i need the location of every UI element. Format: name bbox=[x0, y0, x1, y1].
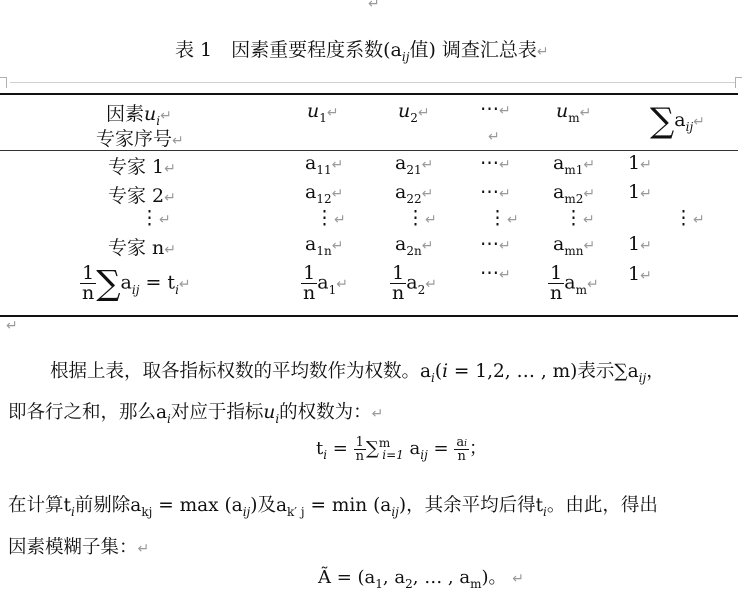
row-cell-col2: $a_{21}↵$ bbox=[395, 152, 434, 177]
row-label: 专家 n↵ bbox=[108, 237, 177, 259]
vdots-colm: ⋮↵ bbox=[564, 207, 595, 229]
col-symbol: u bbox=[307, 100, 320, 122]
vdots-col1: ⋮↵ bbox=[315, 207, 346, 229]
col-symbol: u bbox=[398, 100, 411, 122]
header-col-dots-mark bbox=[488, 124, 500, 146]
row-cell-dots: ⋯↵ bbox=[480, 181, 511, 203]
col-symbol: u bbox=[556, 100, 569, 122]
header-factor-label bbox=[106, 99, 172, 126]
factor-subscript: i bbox=[156, 114, 161, 128]
row-cell-col2: $a_{22}↵$ bbox=[395, 181, 434, 206]
avg-col1: $\frac{1}{n}$ $a_1↵$ bbox=[303, 262, 348, 304]
margin-guide bbox=[10, 82, 735, 83]
paragraph-mark: ↵ bbox=[417, 105, 430, 121]
paragraph-2-line-2: 因素模糊子集：↵ bbox=[8, 537, 150, 558]
caption-subscript: ij bbox=[401, 50, 410, 64]
row-cell-dots: ⋯↵ bbox=[480, 233, 511, 255]
row-label: 专家 1↵ bbox=[108, 156, 176, 178]
vdots-label: ⋮↵ bbox=[140, 207, 171, 229]
row-cell-colm: $a_{mn}↵$ bbox=[553, 233, 596, 258]
header-col-um bbox=[556, 100, 592, 125]
col-subscript: 1 bbox=[319, 111, 327, 125]
vdots-col2: ⋮↵ bbox=[406, 207, 437, 229]
paragraph-mark: ↵ bbox=[536, 44, 549, 60]
header-col-sum bbox=[650, 101, 705, 141]
paragraph-mark: ↵ bbox=[488, 129, 500, 145]
row-cell-col1: $a_{1n}↵$ bbox=[305, 233, 344, 258]
factor-symbol: u bbox=[144, 103, 157, 125]
row-label: 专家 2↵ bbox=[108, 185, 176, 207]
table-caption bbox=[175, 35, 549, 62]
row-cell-sum: 1↵ bbox=[628, 233, 652, 255]
header-expert-text: 专家序号 bbox=[96, 128, 173, 150]
ellipsis: ⋯ bbox=[480, 98, 499, 120]
margin-marker bbox=[0, 77, 7, 88]
row-cell-col1: $a_{11}↵$ bbox=[305, 152, 344, 177]
sum-subscript: ij bbox=[685, 120, 694, 134]
table-bottom-rule bbox=[0, 315, 738, 317]
avg-sum: 1↵ bbox=[628, 263, 652, 285]
paragraph-mark: ↵ bbox=[579, 105, 592, 121]
sum-symbol: ∑ bbox=[96, 263, 121, 304]
paragraph-mark: ↵ bbox=[326, 105, 339, 121]
sum-a: a bbox=[674, 109, 686, 131]
paragraph-mark: ↵ bbox=[693, 114, 705, 130]
paragraph-mark: ↵ bbox=[160, 108, 172, 124]
avg-col-dots: ⋯↵ bbox=[480, 262, 511, 284]
row-cell-colm: $a_{m1}↵$ bbox=[553, 152, 596, 177]
row-cell-dots: ⋯↵ bbox=[480, 152, 511, 174]
header-factor-text: 因素 bbox=[106, 103, 145, 125]
fuzzy-subset-formula: Ã = ($a_1$, $a_2$, … , $a_m$)。 ↵ bbox=[318, 567, 524, 591]
row-cell-col2: $a_{2n}↵$ bbox=[395, 233, 434, 258]
row-cell-colm: $a_{m2}↵$ bbox=[553, 181, 596, 206]
paragraph-mark: ↵ bbox=[172, 133, 184, 149]
caption-text: 表 1 因素重要程度系数(a bbox=[175, 39, 402, 61]
paragraph-1-line-2: 即各行之和，那么$a_i$对应于指标$u_i$的权数为：↵ bbox=[8, 402, 384, 426]
col-subscript: 2 bbox=[410, 111, 418, 125]
paragraph-mark: ↵ bbox=[368, 0, 380, 12]
weight-formula: $t_i$ = $\frac{1}{n}$ ∑$^m_{i=1}$ $a_{ij}$ = $\frac{ai}{n}$ ； bbox=[316, 434, 487, 464]
avg-col2: $\frac{1}{n}$ $a_2↵$ bbox=[392, 262, 437, 304]
paragraph-1-line-1: 根据上表，取各指标权数的平均数作为权数。$a_i(i = 1,2$, … , m)表示$\sum a_{ij}$， bbox=[50, 361, 665, 385]
vdots-col-dots: ⋮↵ bbox=[488, 207, 519, 229]
row-cell-sum: 1↵ bbox=[628, 152, 652, 174]
margin-marker bbox=[735, 77, 742, 88]
header-col-u2 bbox=[398, 100, 430, 125]
row-cell-sum: 1↵ bbox=[628, 181, 652, 203]
table-top-rule bbox=[0, 93, 738, 95]
vdots-sum: ⋮↵ bbox=[674, 207, 705, 229]
avg-row-label: $\frac{1}{n}$ $\sum a_{ij}$ = $t_i↵$ bbox=[82, 262, 191, 304]
col-subscript: m bbox=[568, 111, 580, 125]
header-col-dots bbox=[480, 98, 511, 120]
sum-symbol: ∑ bbox=[650, 101, 675, 141]
paragraph-2-line-1: 在计算$t_i$前剔除$a_{kj} = \max (a_{ij})$及$a_{k' j} = \min (a_{ij})$，其余平均后得$t_i$。由此，得出 bbox=[8, 495, 658, 519]
header-col-u1 bbox=[307, 100, 339, 125]
row-cell-col1: $a_{12}↵$ bbox=[305, 181, 344, 206]
caption-rest: 值) 调查汇总表 bbox=[409, 39, 537, 61]
header-expert-label bbox=[96, 124, 184, 151]
paragraph-mark: ↵ bbox=[6, 318, 18, 334]
avg-colm: $\frac{1}{n}$ $a_m↵$ bbox=[550, 262, 599, 304]
paragraph-mark: ↵ bbox=[499, 103, 511, 119]
fraction-1-over-n: $\frac{1}{n}$ bbox=[82, 262, 95, 304]
